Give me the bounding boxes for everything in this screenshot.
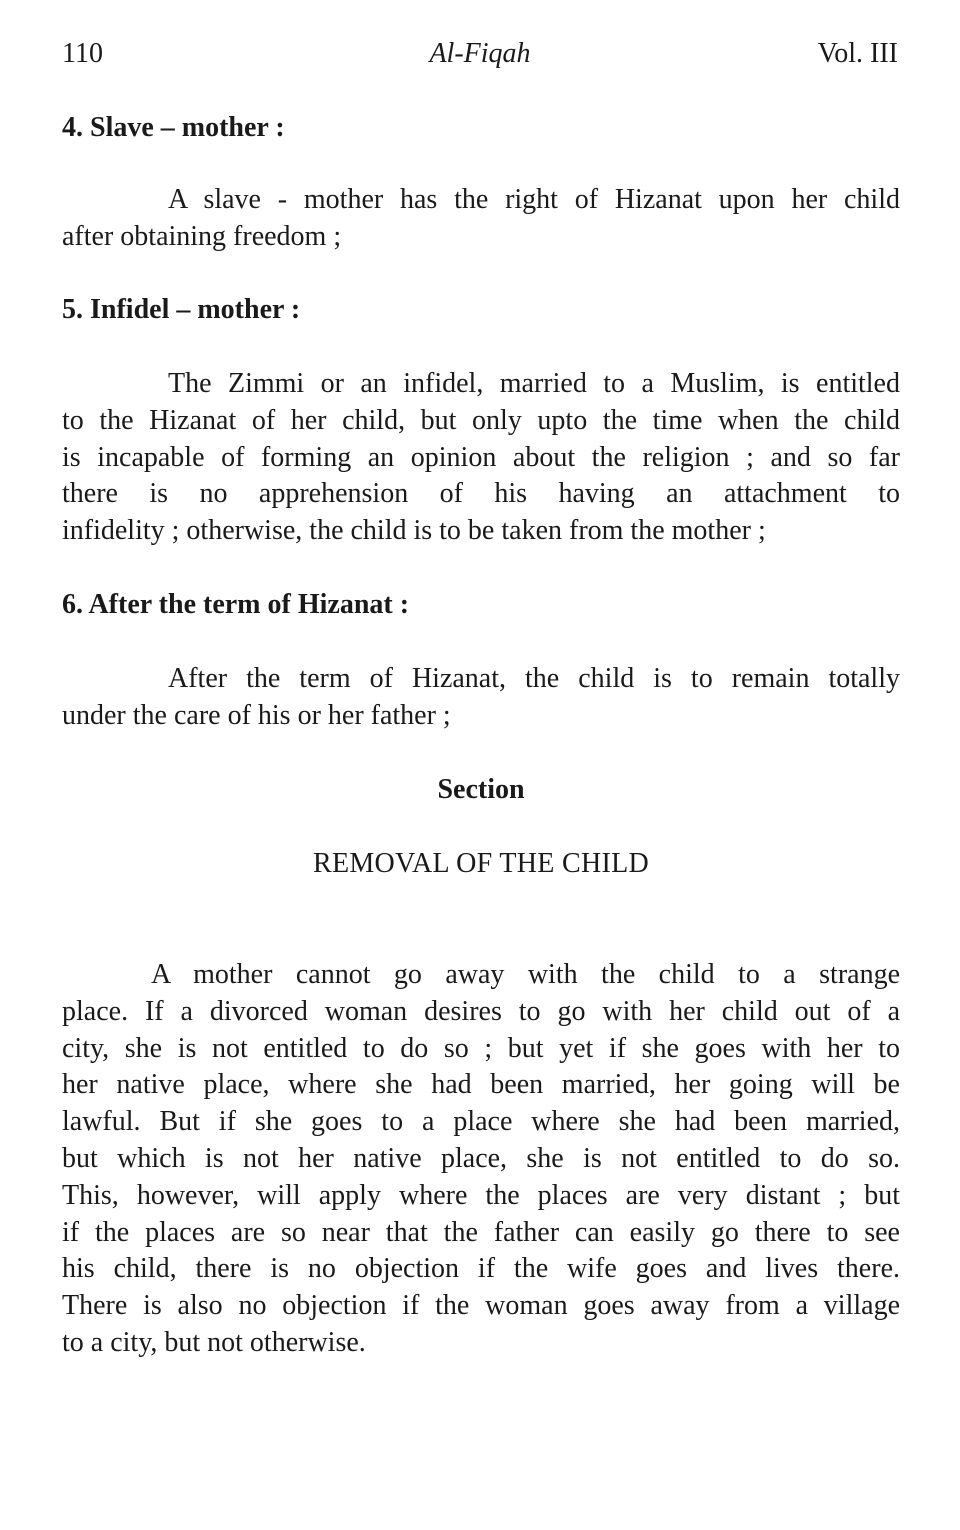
heading-infidel-mother: 5. Infidel – mother : — [62, 294, 301, 325]
text-line: after obtaining freedom ; — [62, 220, 342, 252]
paragraph-slave-mother — [62, 182, 900, 256]
text-line: to a city, but not otherwise. — [62, 1326, 366, 1358]
text-line: to the Hizanat of her child, but only upto the time when the child — [62, 404, 900, 436]
page-header — [62, 34, 898, 74]
text-line: lawful. But if she goes to a place where she had been married, — [62, 1106, 900, 1138]
paragraph-infidel-mother — [62, 366, 900, 550]
paragraph-removal — [62, 957, 900, 1362]
text-line: A slave - mother has the right of Hizanat upon her child — [168, 184, 900, 215]
text-line: his child, there is no objection if the wife goes and lives there. — [62, 1253, 900, 1285]
text-line: After the term of Hizanat, the child is to remain totally — [168, 663, 900, 694]
book-title: Al-Fiqah — [429, 38, 531, 69]
text-line: there is no apprehension of his having an attachment to — [62, 478, 900, 510]
text-line: but which is not her native place, she is not entitled to do so. — [62, 1142, 900, 1174]
text-line: A mother cannot go away with the child to a strange — [151, 959, 900, 990]
paragraph-after-term — [62, 661, 900, 735]
text-line: under the care of his or her father ; — [62, 699, 451, 731]
page-number: 110 — [62, 38, 103, 69]
section-label: Section — [437, 774, 525, 805]
text-line: her native place, where she had been married, her going will be — [62, 1069, 900, 1101]
text-line: is incapable of forming an opinion about the religion ; and so far — [62, 441, 900, 473]
text-line: The Zimmi or an infidel, married to a Muslim, is entitled — [168, 368, 900, 399]
heading-slave-mother: 4. Slave – mother : — [62, 112, 285, 143]
text-line: place. If a divorced woman desires to go with her child out of a — [62, 995, 900, 1027]
text-line: This, however, will apply where the places are very distant ; but — [62, 1179, 900, 1211]
text-line: infidelity ; otherwise, the child is to be taken from the mother ; — [62, 515, 766, 547]
text-line: if the places are so near that the father can easily go there to see — [62, 1216, 900, 1248]
heading-after-term: 6. After the term of Hizanat : — [62, 589, 410, 620]
text-line: city, she is not entitled to do so ; but yet if she goes with her to — [62, 1032, 900, 1064]
volume-label: Vol. III — [817, 38, 898, 69]
section-title: REMOVAL OF THE CHILD — [312, 848, 650, 879]
text-line: There is also no objection if the woman goes away from a village — [62, 1290, 900, 1322]
